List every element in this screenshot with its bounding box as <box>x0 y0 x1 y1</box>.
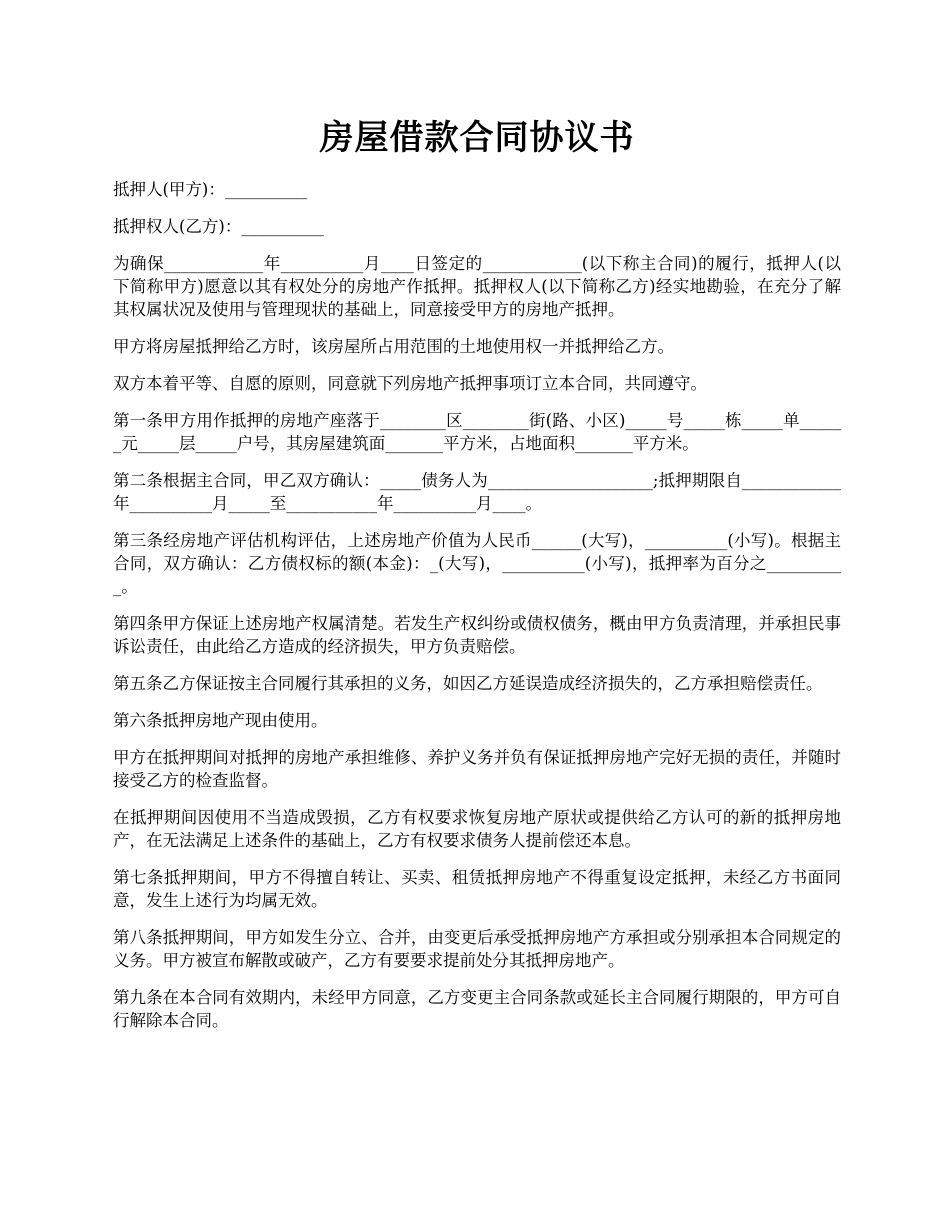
article-1: 第一条甲方用作抵押的房地产座落于________区________街(路、小区)_____号_____栋_____单______元_____层_____户号，其房屋建筑面_______平方米，占地面积_______平方米。 <box>113 411 841 453</box>
article-8: 第八条抵押期间，甲方如发生分立、合并，由变更后承受抵押房地产方承担或分别承担本合同规定的义务。甲方被宣布解散或破产，乙方有要要求提前处分其抵押房地产。 <box>113 928 841 970</box>
party-a-line: 抵押人(甲方)：__________ <box>113 180 308 199</box>
damage-paragraph: 在抵押期间因使用不当造成毁损，乙方有权要求恢复房地产原状或提供给乙方认可的新的抵押房地产，在无法满足上述条件的基础上，乙方有权要求债务人提前偿还本息。 <box>113 808 841 850</box>
article-5: 第五条乙方保证按主合同履行其承担的义务，如因乙方延误造成经济损失的，乙方承担赔偿责任。 <box>113 674 823 693</box>
article-6: 第六条抵押房地产现由使用。 <box>113 711 328 730</box>
document-title: 房屋借款合同协议书 <box>319 118 635 158</box>
article-7: 第七条抵押期间，甲方不得擅自转让、买卖、租赁抵押房地产不得重复设定抵押，未经乙方书面同意，发生上述行为均属无效。 <box>113 868 841 910</box>
article-2: 第二条根据主合同，甲乙双方确认：_____债务人为____________________;抵押期限自____________年__________月_____至___________年__________月____。 <box>113 471 841 513</box>
principle-paragraph: 双方本着平等、自愿的原则，同意就下列房地产抵押事项订立本合同，共同遵守。 <box>113 374 707 393</box>
article-3: 第三条经房地产评估机构评估，上述房地产价值为人民币______(大写)，__________(小写)。根据主合同，双方确认：乙方债权标的额(本金)：_(大写)，__________(小写)，抵押率为百分之__________。 <box>113 531 841 596</box>
party-b-line: 抵押权人(乙方)：__________ <box>113 217 324 236</box>
maintenance-paragraph: 甲方在抵押期间对抵押的房地产承担维修、养护义务并负有保证抵押房地产完好无损的责任，并随时接受乙方的检查监督。 <box>113 748 841 790</box>
article-9: 第九条在本合同有效期内，未经甲方同意，乙方变更主合同条款或延长主合同履行期限的，甲方可自行解除本合同。 <box>113 988 841 1030</box>
preamble-paragraph: 为确保____________年__________月____日签定的____________(以下称主合同)的履行，抵押人(以下简称甲方)愿意以其有权处分的房地产作抵押。抵押权人(以下简称乙方)经实地勘验，在充分了解其权属状况及使用与管理现状的基础上，同意接受甲方的房地产抵押。 <box>113 254 841 319</box>
article-4: 第四条甲方保证上述房地产权属清楚。若发生产权纠纷或债权债务，概由甲方负责清理，并承担民事诉讼责任，由此给乙方造成的经济损失，甲方负责赔偿。 <box>113 614 841 656</box>
land-use-paragraph: 甲方将房屋抵押给乙方时，该房屋所占用范围的土地使用权一并抵押给乙方。 <box>113 337 674 356</box>
document-page <box>113 108 841 1046</box>
